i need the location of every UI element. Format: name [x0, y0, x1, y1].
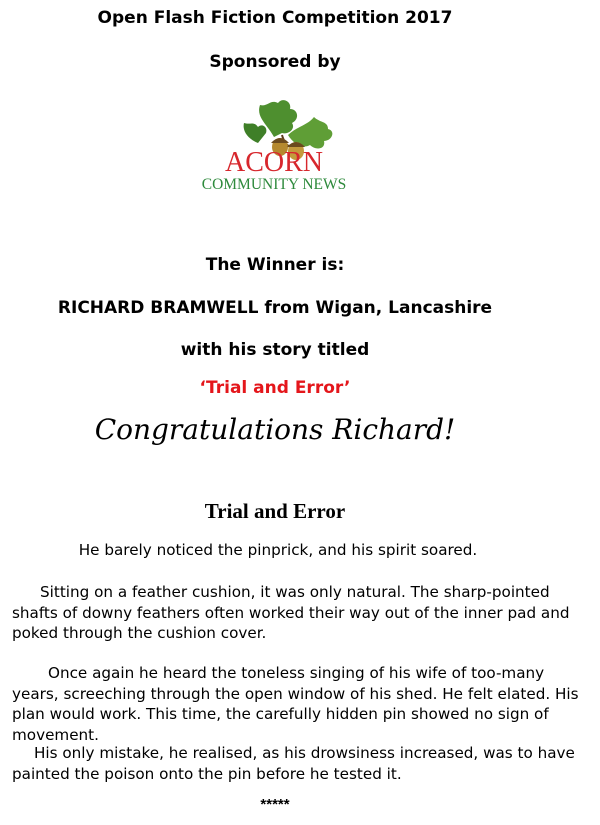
story-paragraph: Once again he heard the toneless singing of his wife of too-many years, screeching through the open window of his shed. He felt elated. His plan would work. This time, the carefully hidden pin showed no sign of movement.	[12, 664, 579, 744]
with-story-label: with his story titled	[180, 340, 370, 360]
end-mark: *****	[260, 796, 290, 813]
winner-is-label: The Winner is:	[205, 255, 345, 275]
sponsor-logo	[196, 93, 356, 195]
story-paragraph: He barely noticed the pinprick, and his spirit soared.	[78, 541, 478, 559]
congratulations-message: Congratulations Richard!	[94, 413, 456, 446]
winning-story-title: ‘Trial and Error’	[199, 378, 351, 398]
story-paragraph: Sitting on a feather cushion, it was only natural. The sharp-pointed shafts of downy feathers often worked their way out of the inner pad and poked through the cushion cover.	[12, 583, 570, 642]
competition-title: Open Flash Fiction Competition 2017	[97, 8, 453, 28]
acorn-icon	[196, 93, 356, 195]
logo-word-community-news: COMMUNITY NEWS	[201, 176, 347, 193]
story-heading: Trial and Error	[204, 499, 346, 523]
logo-word-acorn: ACORN	[224, 147, 324, 178]
story-paragraph: His only mistake, he realised, as his drowsiness increased, was to have painted the poison onto the pin before he tested it.	[12, 744, 575, 783]
winner-name: RICHARD BRAMWELL from Wigan, Lancashire	[57, 298, 493, 318]
sponsored-by-label: Sponsored by	[209, 52, 341, 72]
